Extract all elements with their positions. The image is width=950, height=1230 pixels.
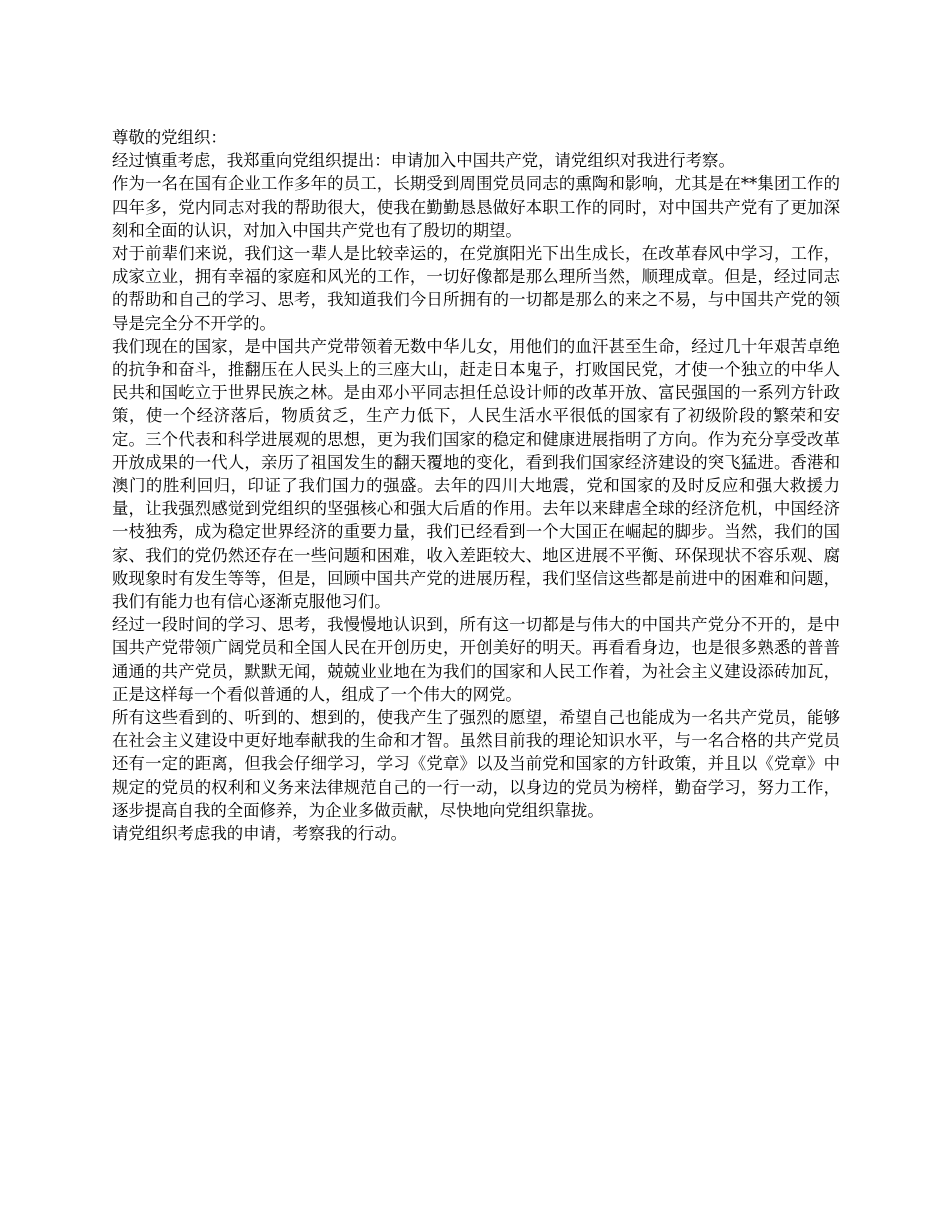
paragraph-realization: 经过一段时间的学习、思考，我慢慢地认识到，所有这一切都是与伟大的中国共产党分不开的，是中国共产党带领广阔党员和全国人民在开创历史，开创美好的明天。再看看身边，也是很多熟悉的普普通通的共产党员，默默无闻，兢兢业业地在为我们的国家和人民工作着，为社会主义建设添砖加瓦，正是这样每一个看似普通的人，组成了一个伟大的网党。 (112, 615, 840, 704)
document-body (112, 126, 840, 845)
paragraph-application-statement: 经过慎重考虑，我郑重向党组织提出：申请加入中国共产党，请党组织对我进行考察。 (112, 151, 735, 171)
paragraph-work-background: 作为一名在国有企业工作多年的员工，长期受到周围党员同志的熏陶和影响，尤其是在**集团工作的四年多，党内同志对我的帮助很大，使我在勤勤恳恳做好本职工作的同时，对中国共产党有了更加深刻和全面的认识，对加入中国共产党也有了殷切的期望。 (112, 174, 840, 240)
paragraph-aspiration: 所有这些看到的、听到的、想到的，使我产生了强烈的愿望，希望自己也能成为一名共产党员，能够在社会主义建设中更好地奉献我的生命和才智。虽然目前我的理论知识水平，与一名合格的共产党员还有一定的距离，但我会仔细学习，学习《党章》以及当前党和国家的方针政策，并且以《党章》中规定的党员的权利和义务来法律规范自己的一行一动，以身边的党员为榜样，勤奋学习，努力工作，逐步提高自我的全面修养，为企业多做贡献，尽快地向党组织靠拢。 (112, 708, 840, 820)
salutation: 尊敬的党组织： (112, 128, 227, 147)
paragraph-closing: 请党组织考虑我的申请，考察我的行动。 (112, 824, 408, 844)
paragraph-national-history: 我们现在的国家，是中国共产党带领着无数中华儿女，用他们的血汗甚至生命，经过几十年艰苦卓绝的抗争和奋斗，推翻压在人民头上的三座大山，赶走日本鬼子，打败国民党，才使一个独立的中华人民共和国屹立于世界民族之林。是由邓小平同志担任总设计师的改革开放、富民强国的一系列方针政策，使一个经济落后，物质贫乏，生产力低下，人民生活水平很低的国家有了初级阶段的繁荣和安定。三个代表和科学进展观的思想，更为我们国家的稳定和健康进展指明了方向。作为充分享受改革开放成果的一代人，亲历了祖国发生的翻天覆地的变化，看到我们国家经济建设的突飞猛进。香港和澳门的胜利回归，印证了我们国力的强盛。去年的四川大地震，党和国家的及时反应和强大救援力量，让我强烈感觉到党组织的坚强核心和强大后盾的作用。去年以来肆虐全球的经济危机，中国经济一枝独秀，成为稳定世界经济的重要力量，我们已经看到一个大国正在崛起的脚步。当然，我们的国家、我们的党仍然还存在一些问题和困难，收入差距较大、地区进展不平衡、环保现状不容乐观、腐败现象时有发生等等，但是，回顾中国共产党的进展历程，我们坚信这些都是前进中的困难和问题，我们有能力也有信心逐渐克服他习们。 (112, 336, 840, 612)
paragraph-generation-reflection: 对于前辈们来说，我们这一辈人是比较幸运的，在党旗阳光下出生成长，在改革春风中学习，工作，成家立业，拥有幸福的家庭和风光的工作，一切好像都是那么理所当然，顺理成章。但是，经过同志的帮助和自己的学习、思考，我知道我们今日所拥有的一切都是那么的来之不易，与中国共产党的领导是完全分不开学的。 (112, 244, 840, 333)
